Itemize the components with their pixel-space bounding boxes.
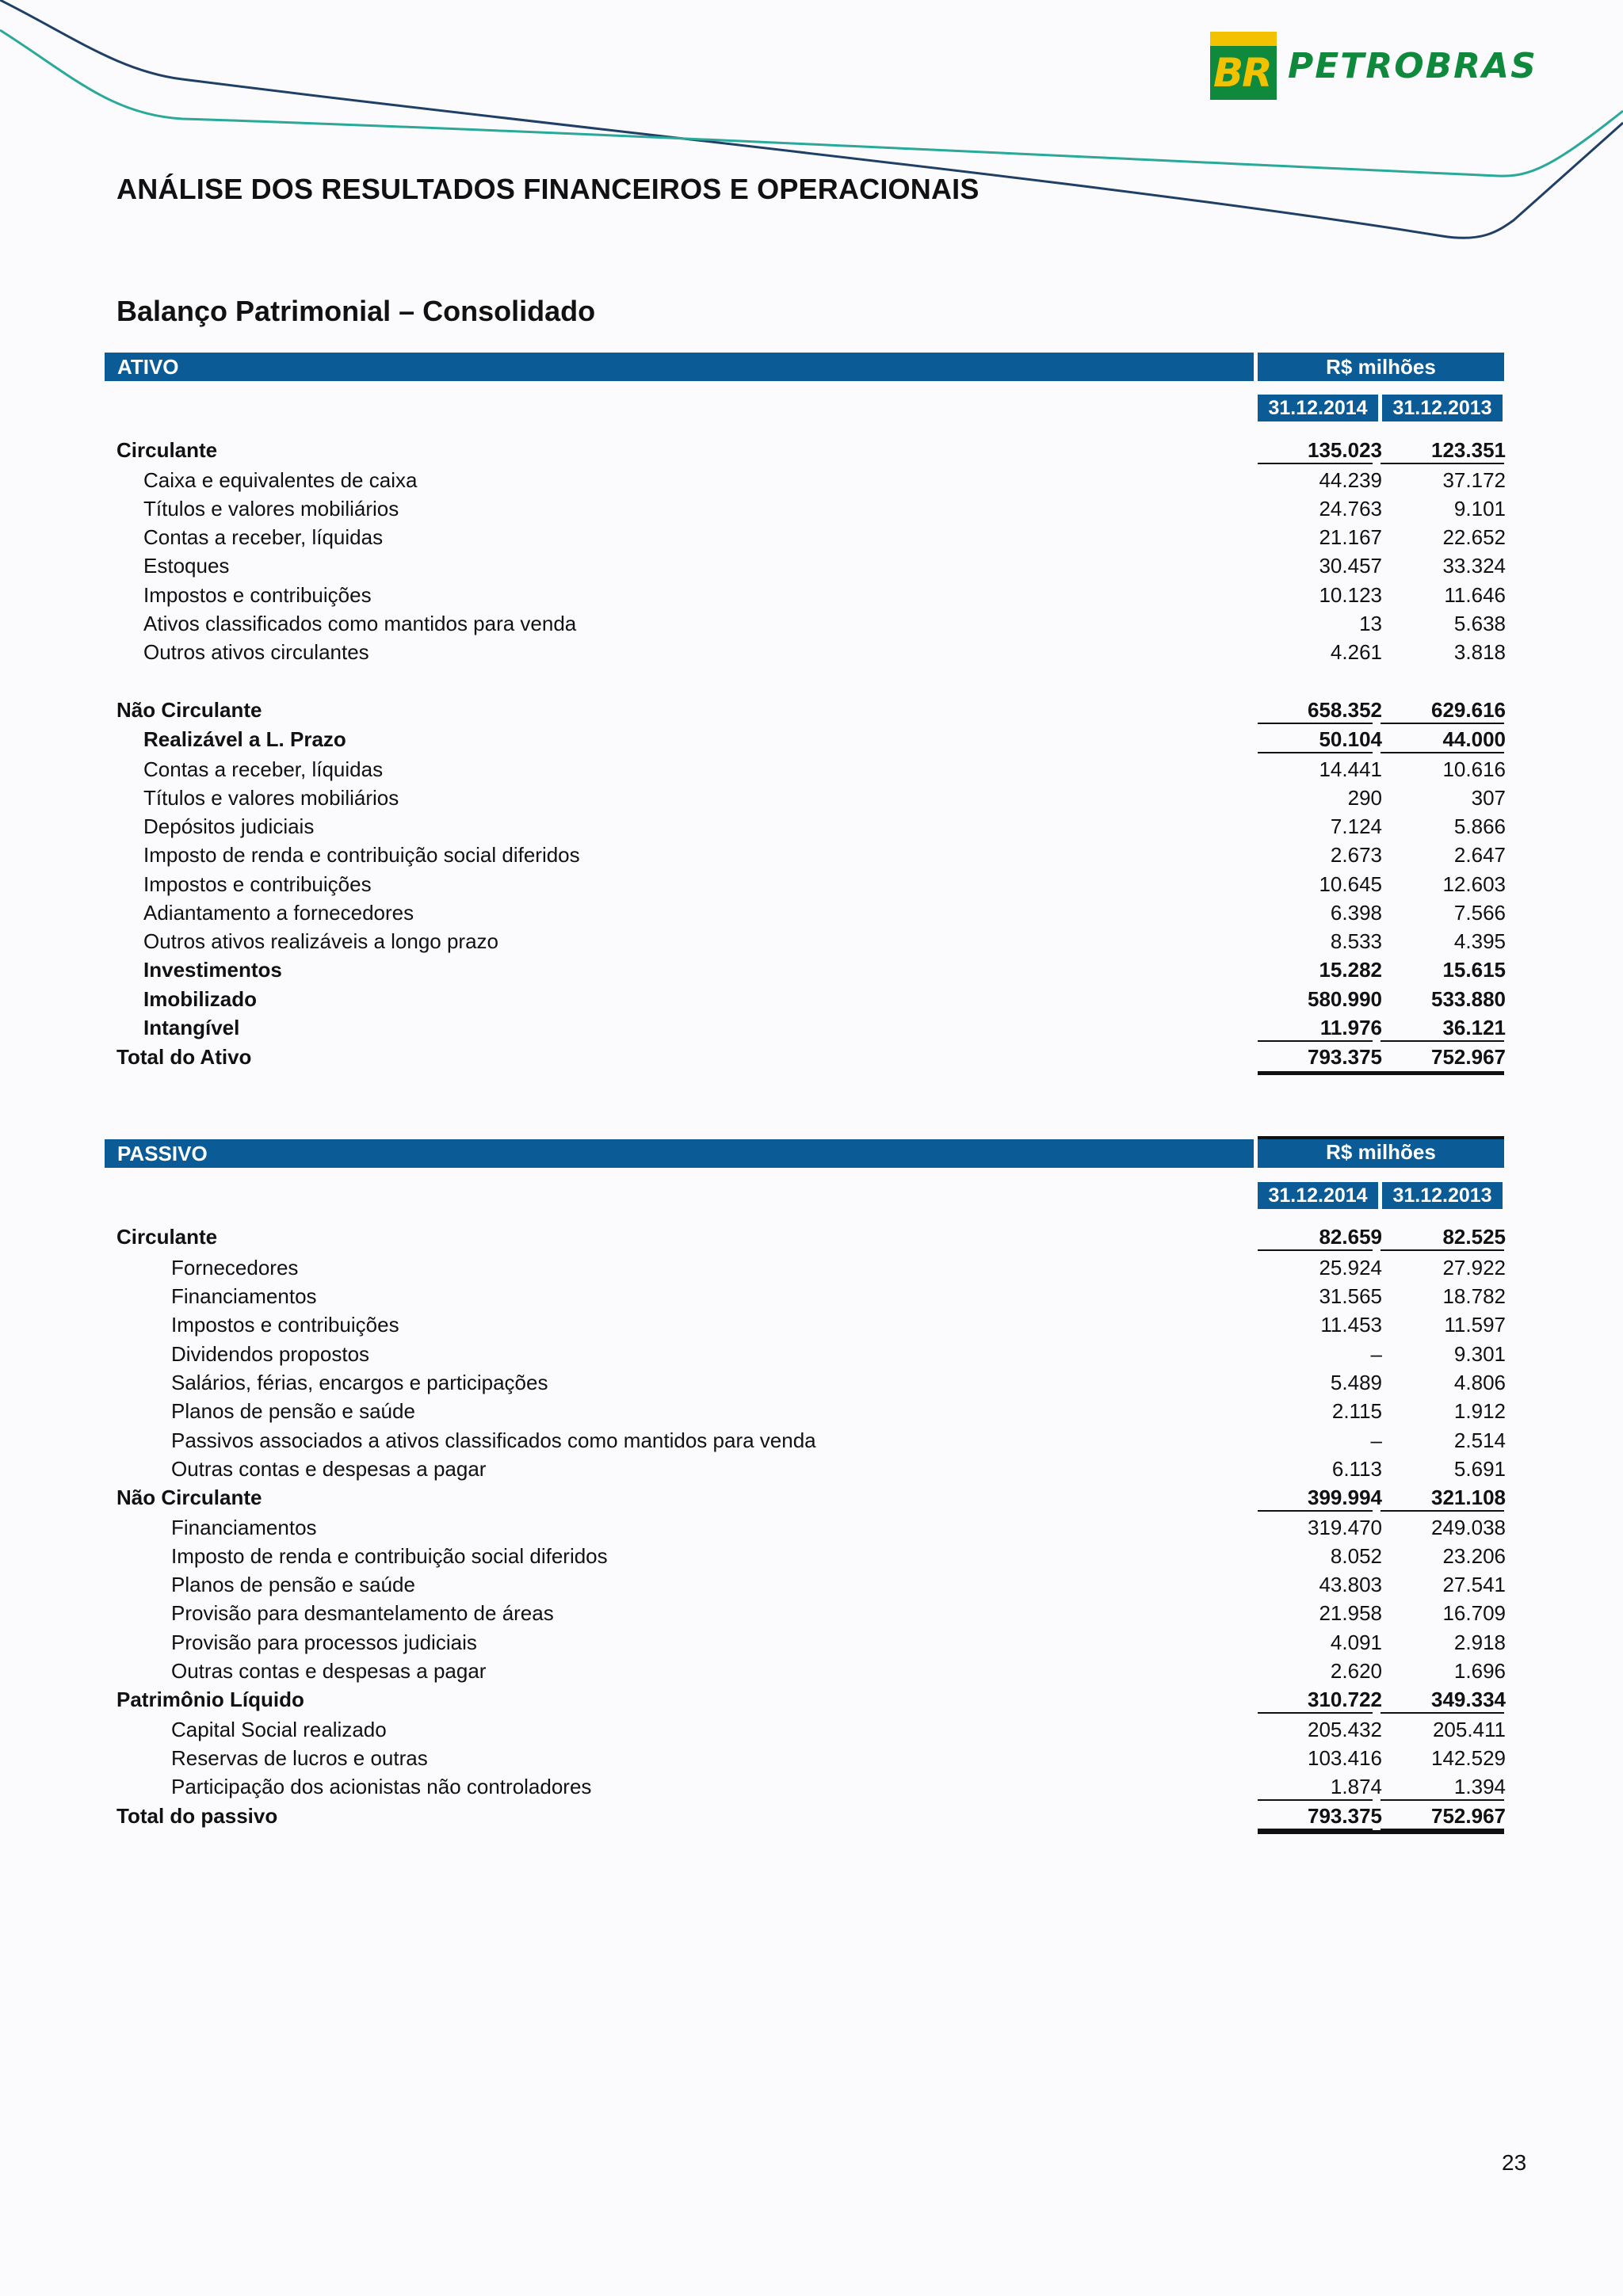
passivo-value-2014: 310.722 — [1308, 1688, 1382, 1711]
passivo-row — [116, 1715, 1504, 1744]
passivo-row — [116, 1685, 1504, 1714]
passivo-row-label: Salários, férias, encargos e participações — [171, 1371, 548, 1394]
passivo-row — [116, 1802, 1504, 1830]
ativo-value-2013: 123.351 — [1431, 438, 1506, 462]
ativo-value-2014: 2.673 — [1330, 843, 1382, 867]
ativo-row-label: Títulos e valores mobiliários — [143, 786, 399, 810]
total-rule — [1258, 1071, 1504, 1075]
petrobras-logo — [1210, 32, 1537, 100]
ativo-row — [116, 581, 1504, 609]
ativo-value-2013: 44.000 — [1442, 727, 1506, 751]
passivo-row — [116, 1570, 1504, 1599]
ativo-value-2014: 50.104 — [1319, 727, 1382, 751]
ativo-row — [116, 466, 1504, 494]
ativo-value-2013: 36.121 — [1442, 1016, 1506, 1039]
passivo-row-label: Imposto de renda e contribuição social diferidos — [171, 1544, 608, 1568]
passivo-row-label: Dividendos propostos — [171, 1342, 370, 1366]
passivo-row — [116, 1513, 1504, 1542]
passivo-row-label: Planos de pensão e saúde — [171, 1399, 415, 1423]
passivo-row — [116, 1282, 1504, 1310]
passivo-row — [116, 1222, 1504, 1251]
ativo-row-label: Imposto de renda e contribuição social diferidos — [143, 843, 580, 867]
ativo-row-label: Estoques — [143, 554, 230, 578]
passivo-value-2014: 8.052 — [1330, 1544, 1382, 1568]
passivo-value-2014: 205.432 — [1308, 1718, 1382, 1741]
passivo-value-2013: 1.912 — [1453, 1399, 1506, 1423]
ativo-value-2014: 6.398 — [1330, 901, 1382, 925]
passivo-value-2013: 142.529 — [1431, 1746, 1506, 1770]
ativo-unit-band: R$ milhões — [1258, 353, 1504, 381]
ativo-row-label: Ativos classificados como mantidos para venda — [143, 612, 577, 635]
ativo-row — [116, 494, 1504, 523]
subtotal-rule — [1381, 1712, 1504, 1714]
ativo-row — [116, 1013, 1504, 1042]
ativo-value-2014: 7.124 — [1330, 814, 1382, 838]
passivo-row — [116, 1744, 1504, 1772]
ativo-row-label: Impostos e contribuições — [143, 583, 372, 607]
ativo-row-label: Contas a receber, líquidas — [143, 525, 384, 549]
ativo-row — [116, 523, 1504, 551]
subtotal-rule — [1258, 1712, 1373, 1714]
passivo-value-2014: 6.113 — [1331, 1457, 1382, 1481]
passivo-value-2014: 2.115 — [1331, 1399, 1382, 1423]
ativo-value-2014: 13 — [1359, 612, 1382, 635]
ativo-value-2013: 33.324 — [1442, 554, 1506, 578]
ativo-value-2014: 10.123 — [1319, 583, 1382, 607]
passivo-row — [116, 1772, 1504, 1801]
subtotal-rule — [1381, 1799, 1504, 1801]
ativo-value-2014: 793.375 — [1308, 1045, 1382, 1069]
passivo-header-band: PASSIVO — [105, 1139, 1254, 1168]
ativo-value-2014: 4.261 — [1330, 640, 1382, 664]
subtotal-rule — [1381, 752, 1504, 753]
ativo-row-label: Depósitos judiciais — [143, 814, 315, 838]
passivo-value-2014: 103.416 — [1308, 1746, 1382, 1770]
passivo-value-2013: 349.334 — [1431, 1688, 1506, 1711]
ativo-row-label: Contas a receber, líquidas — [143, 757, 384, 781]
ativo-row — [116, 870, 1504, 898]
passivo-value-2013: 27.541 — [1442, 1573, 1506, 1596]
passivo-value-2013: 11.597 — [1444, 1313, 1506, 1337]
ativo-row — [116, 755, 1504, 784]
ativo-value-2014: 290 — [1347, 786, 1382, 810]
passivo-row-label: Patrimônio Líquido — [116, 1688, 304, 1711]
ativo-value-2013: 10.616 — [1442, 757, 1506, 781]
passivo-value-2014: 82.659 — [1319, 1225, 1382, 1249]
passivo-row — [116, 1483, 1504, 1512]
passivo-row-label: Financiamentos — [171, 1284, 317, 1308]
passivo-row-label: Participação dos acionistas não controladores — [171, 1775, 592, 1798]
ativo-value-2014: 11.976 — [1319, 1016, 1382, 1039]
passivo-row-label: Circulante — [116, 1225, 218, 1249]
ativo-row-label: Outros ativos circulantes — [143, 640, 369, 664]
passivo-row-label: Impostos e contribuições — [171, 1313, 399, 1337]
subtotal-rule — [1381, 1249, 1504, 1251]
passivo-value-2013: 321.108 — [1431, 1486, 1506, 1509]
ativo-row — [116, 725, 1504, 753]
passivo-value-2014: 319.470 — [1308, 1516, 1382, 1539]
ativo-row — [116, 784, 1504, 812]
passivo-row-label: Não Circulante — [116, 1486, 262, 1509]
passivo-row — [116, 1397, 1504, 1425]
passivo-row-label: Outras contas e despesas a pagar — [171, 1659, 487, 1683]
br-logo-mark: BR — [1210, 32, 1277, 100]
passivo-value-2013: 2.918 — [1453, 1630, 1506, 1654]
ativo-row-label: Total do Ativo — [116, 1045, 252, 1069]
passivo-value-2013: 2.514 — [1453, 1428, 1506, 1452]
passivo-row — [116, 1368, 1504, 1397]
ativo-row-label: Não Circulante — [116, 698, 262, 722]
subtotal-rule — [1381, 463, 1504, 464]
ativo-date-2014: 31.12.2014 — [1258, 395, 1378, 421]
passivo-value-2013: 1.696 — [1453, 1659, 1506, 1683]
subtotal-rule — [1258, 1249, 1373, 1251]
passivo-value-2014: 399.994 — [1308, 1486, 1382, 1509]
passivo-row — [116, 1542, 1504, 1570]
ativo-row — [116, 436, 1504, 464]
ativo-row-label: Outros ativos realizáveis a longo prazo — [143, 929, 499, 953]
ativo-value-2013: 5.638 — [1453, 612, 1506, 635]
subtotal-rule — [1258, 463, 1373, 464]
ativo-value-2013: 629.616 — [1431, 698, 1506, 722]
ativo-value-2014: 21.167 — [1319, 525, 1382, 549]
passivo-value-2014: 25.924 — [1319, 1256, 1382, 1280]
subtotal-rule — [1258, 752, 1373, 753]
passivo-value-2014: 5.489 — [1330, 1371, 1382, 1394]
subtotal-rule — [1258, 723, 1373, 724]
ativo-value-2014: 658.352 — [1308, 698, 1382, 722]
passivo-row-label: Fornecedores — [171, 1256, 299, 1280]
ativo-value-2013: 9.101 — [1453, 497, 1506, 521]
passivo-value-2014: 4.091 — [1330, 1630, 1382, 1654]
ativo-value-2014: 14.441 — [1319, 757, 1382, 781]
passivo-row — [116, 1455, 1504, 1483]
ativo-value-2013: 307 — [1471, 786, 1506, 810]
ativo-row — [116, 985, 1504, 1013]
total-rule — [1258, 1830, 1504, 1834]
passivo-row — [116, 1599, 1504, 1627]
ativo-row-label: Adiantamento a fornecedores — [143, 901, 414, 925]
passivo-value-2014: 1.874 — [1330, 1775, 1382, 1798]
passivo-value-2014: 11.453 — [1320, 1313, 1382, 1337]
subtotal-rule — [1258, 1799, 1373, 1801]
subtotal-rule — [1381, 723, 1504, 724]
subtotal-rule — [1258, 1040, 1373, 1042]
passivo-value-2013: 18.782 — [1442, 1284, 1506, 1308]
ativo-value-2014: 8.533 — [1330, 929, 1382, 953]
ativo-row-label: Títulos e valores mobiliários — [143, 497, 399, 521]
ativo-value-2014: 24.763 — [1319, 497, 1382, 521]
ativo-value-2014: 135.023 — [1308, 438, 1382, 462]
ativo-row-label: Intangível — [143, 1016, 240, 1039]
ativo-row-label: Investimentos — [143, 958, 282, 982]
ativo-header-band: ATIVO — [105, 353, 1254, 381]
subtotal-rule — [1258, 1510, 1373, 1512]
passivo-value-2013: 1.394 — [1453, 1775, 1506, 1798]
passivo-unit-band: R$ milhões — [1258, 1136, 1504, 1168]
passivo-value-2013: 752.967 — [1431, 1804, 1506, 1828]
passivo-value-2014: 31.565 — [1319, 1284, 1382, 1308]
passivo-row-label: Outras contas e despesas a pagar — [171, 1457, 487, 1481]
passivo-value-2013: 23.206 — [1442, 1544, 1506, 1568]
ativo-value-2013: 12.603 — [1442, 872, 1506, 896]
ativo-value-2014: 30.457 — [1319, 554, 1382, 578]
ativo-row-label: Realizável a L. Prazo — [143, 727, 346, 751]
passivo-row-label: Total do passivo — [116, 1804, 278, 1828]
ativo-value-2013: 533.880 — [1431, 987, 1506, 1011]
passivo-value-2014: – — [1370, 1342, 1382, 1366]
ativo-value-2013: 7.566 — [1453, 901, 1506, 925]
ativo-row — [116, 609, 1504, 638]
passivo-value-2013: 16.709 — [1442, 1601, 1506, 1625]
ativo-row — [116, 955, 1504, 984]
ativo-value-2014: 44.239 — [1319, 468, 1382, 492]
passivo-date-2013: 31.12.2013 — [1382, 1182, 1503, 1209]
ativo-value-2013: 37.172 — [1442, 468, 1506, 492]
ativo-value-2013: 5.866 — [1453, 814, 1506, 838]
ativo-value-2013: 11.646 — [1444, 583, 1506, 607]
passivo-row-label: Reservas de lucros e outras — [171, 1746, 428, 1770]
ativo-value-2014: 580.990 — [1308, 987, 1382, 1011]
passivo-row — [116, 1657, 1504, 1685]
passivo-value-2014: 43.803 — [1319, 1573, 1382, 1596]
section-title: Balanço Patrimonial – Consolidado — [116, 295, 596, 327]
ativo-value-2014: 10.645 — [1319, 872, 1382, 896]
passivo-value-2013: 27.922 — [1442, 1256, 1506, 1280]
ativo-row — [116, 696, 1504, 724]
ativo-row — [116, 898, 1504, 927]
passivo-row-label: Planos de pensão e saúde — [171, 1573, 415, 1596]
passivo-value-2013: 249.038 — [1431, 1516, 1506, 1539]
passivo-row — [116, 1426, 1504, 1455]
passivo-row — [116, 1253, 1504, 1282]
ativo-row — [116, 551, 1504, 580]
passivo-row-label: Passivos associados a ativos classificados como mantidos para venda — [171, 1428, 816, 1452]
ativo-row — [116, 841, 1504, 869]
page-title: ANÁLISE DOS RESULTADOS FINANCEIROS E OPERACIONAIS — [116, 173, 980, 205]
passivo-row — [116, 1310, 1504, 1339]
ativo-row-label: Circulante — [116, 438, 218, 462]
passivo-row — [116, 1340, 1504, 1368]
passivo-value-2013: 9.301 — [1453, 1342, 1506, 1366]
ativo-row — [116, 812, 1504, 841]
passivo-value-2014: 793.375 — [1308, 1804, 1382, 1828]
passivo-value-2014: – — [1370, 1428, 1382, 1452]
subtotal-rule — [1381, 1040, 1504, 1042]
passivo-row-label: Provisão para processos judiciais — [171, 1630, 477, 1654]
ativo-value-2013: 4.395 — [1453, 929, 1506, 953]
ativo-value-2013: 22.652 — [1442, 525, 1506, 549]
ativo-row-label: Caixa e equivalentes de caixa — [143, 468, 418, 492]
passivo-row-label: Financiamentos — [171, 1516, 317, 1539]
subtotal-rule — [1381, 1510, 1504, 1512]
ativo-value-2014: 15.282 — [1319, 958, 1382, 982]
ativo-row-label: Impostos e contribuições — [143, 872, 372, 896]
ativo-date-2013: 31.12.2013 — [1382, 395, 1503, 421]
ativo-value-2013: 15.615 — [1442, 958, 1506, 982]
passivo-row-label: Capital Social realizado — [171, 1718, 387, 1741]
passivo-row — [116, 1628, 1504, 1657]
ativo-row — [116, 1043, 1504, 1071]
passivo-value-2014: 21.958 — [1319, 1601, 1382, 1625]
passivo-row-label: Provisão para desmantelamento de áreas — [171, 1601, 554, 1625]
passivo-value-2013: 4.806 — [1453, 1371, 1506, 1394]
passivo-value-2013: 205.411 — [1432, 1718, 1506, 1741]
ativo-row — [116, 927, 1504, 955]
passivo-value-2014: 2.620 — [1330, 1659, 1382, 1683]
passivo-date-2014: 31.12.2014 — [1258, 1182, 1378, 1209]
passivo-value-2013: 82.525 — [1442, 1225, 1506, 1249]
logo-wordmark: PETROBRAS — [1288, 45, 1537, 86]
ativo-value-2013: 752.967 — [1431, 1045, 1506, 1069]
passivo-value-2013: 5.691 — [1453, 1457, 1506, 1481]
ativo-value-2013: 2.647 — [1453, 843, 1506, 867]
page-number: 23 — [1502, 2150, 1527, 2175]
ativo-row-label: Imobilizado — [143, 987, 257, 1011]
ativo-value-2013: 3.818 — [1453, 640, 1506, 664]
ativo-row — [116, 638, 1504, 666]
